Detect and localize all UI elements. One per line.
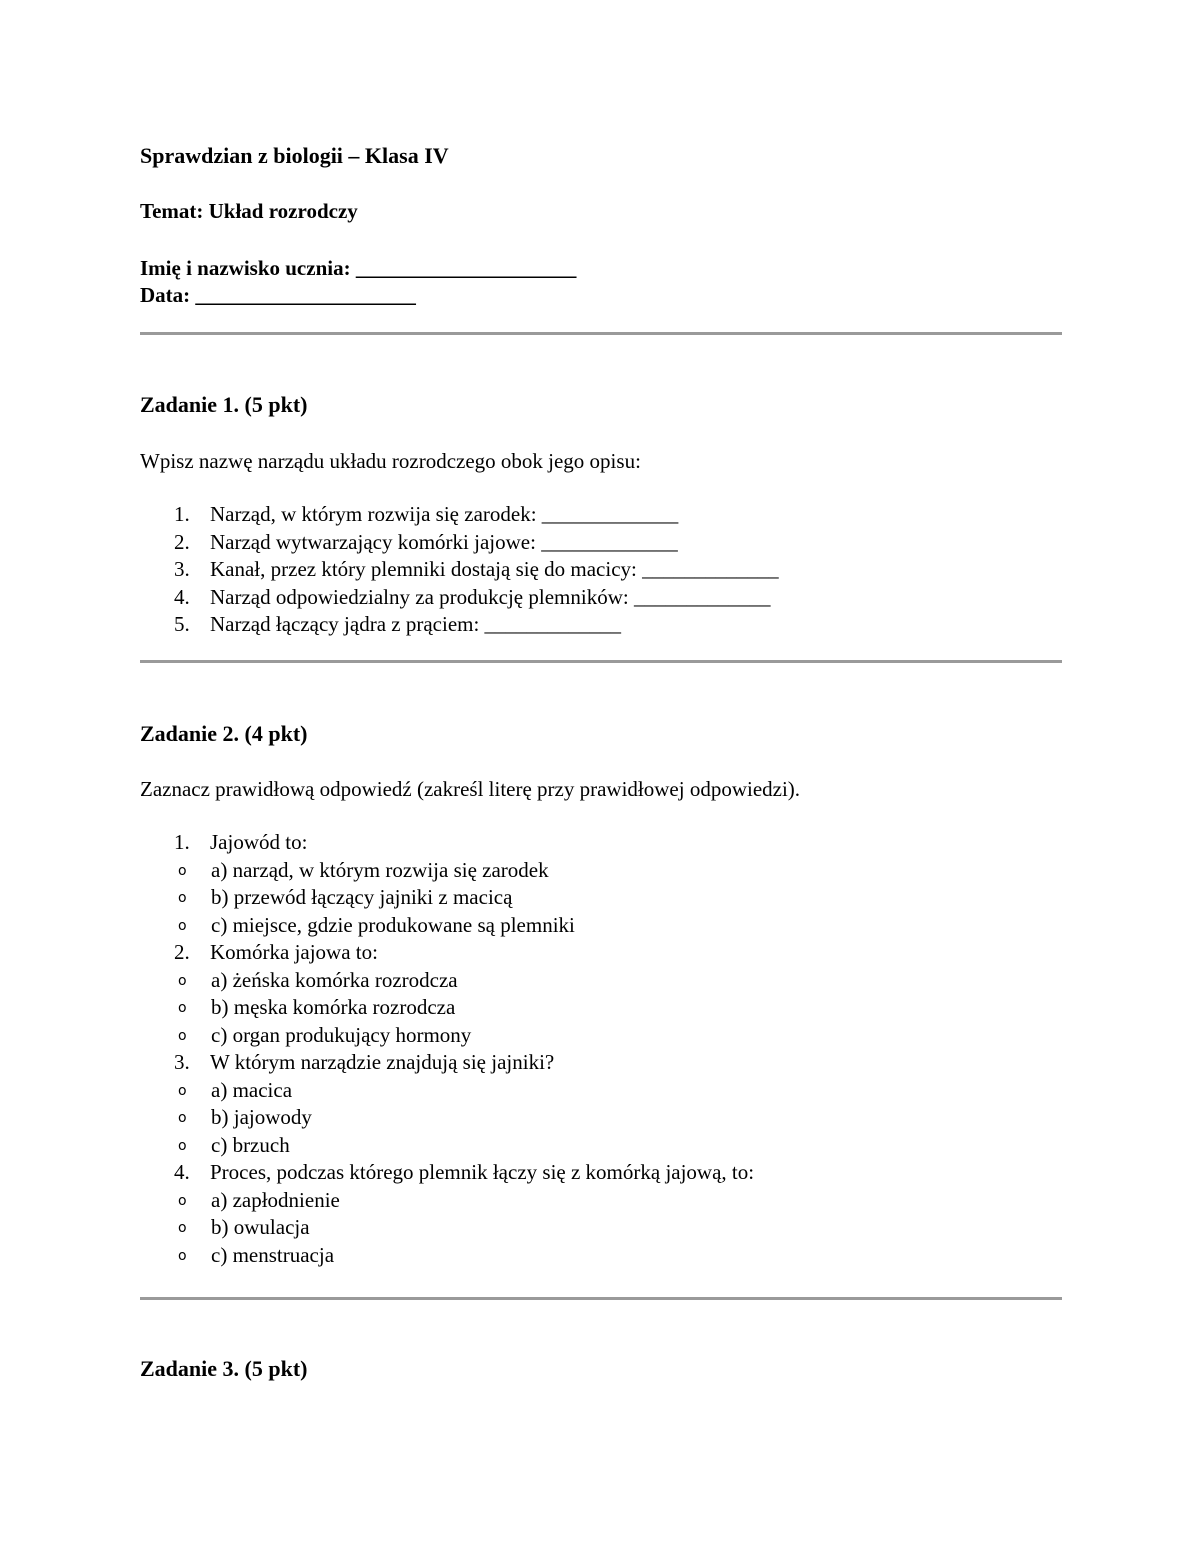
answer-option[interactable] bbox=[140, 857, 1040, 885]
bullet-icon: o bbox=[178, 1247, 187, 1264]
task2-instruction: Zaznacz prawidłową odpowiedź (zakreśl literę przy prawidłowej odpowiedzi). bbox=[140, 777, 801, 801]
list-item bbox=[140, 501, 1040, 529]
answer-option[interactable] bbox=[140, 994, 1040, 1022]
item-number: 4. bbox=[174, 584, 190, 609]
question-text: Komórka jajowa to: bbox=[210, 940, 378, 964]
student-name-label: Imię i nazwisko ucznia: bbox=[140, 256, 351, 280]
option-text: b) męska komórka rozrodcza bbox=[211, 995, 456, 1019]
date-blank[interactable]: _____________________ bbox=[195, 283, 416, 307]
answer-option[interactable] bbox=[140, 1187, 1040, 1215]
task1-heading: Zadanie 1. (5 pkt) bbox=[140, 392, 308, 417]
section-divider bbox=[140, 1297, 1062, 1300]
student-name-blank[interactable]: _____________________ bbox=[355, 256, 577, 280]
option-text: c) miejsce, gdzie produkowane są plemniki bbox=[211, 912, 575, 937]
question-text: W którym narządzie znajdują się jajniki? bbox=[210, 1050, 555, 1074]
bullet-icon: o bbox=[178, 1110, 187, 1126]
option-list bbox=[140, 1077, 1040, 1160]
question-number: 4. bbox=[174, 1160, 190, 1184]
bullet-icon: o bbox=[178, 862, 187, 879]
question-item bbox=[140, 829, 1040, 939]
section-divider bbox=[140, 332, 1062, 335]
bullet-icon: o bbox=[178, 1082, 187, 1099]
list-item bbox=[140, 556, 1040, 584]
item-text[interactable]: Narząd odpowiedzialny za produkcję plemników: _____________ bbox=[210, 584, 771, 609]
option-text: b) jajowody bbox=[211, 1105, 312, 1129]
task1-list bbox=[140, 501, 1040, 639]
answer-option[interactable] bbox=[140, 1104, 1040, 1132]
question-number: 3. bbox=[174, 1050, 190, 1074]
item-text[interactable]: Narząd, w którym rozwija się zarodek: _____________ bbox=[210, 502, 679, 526]
task3-heading: Zadanie 3. (5 pkt) bbox=[140, 1356, 308, 1381]
option-text: c) organ produkujący hormony bbox=[211, 1022, 472, 1047]
option-text: b) przewód łączący jajniki z macicą bbox=[211, 885, 513, 909]
option-text: a) zapłodnienie bbox=[211, 1187, 340, 1212]
bullet-icon: o bbox=[178, 1000, 187, 1016]
answer-option[interactable] bbox=[140, 1214, 1040, 1242]
item-text[interactable]: Narząd wytwarzający komórki jajowe: _____________ bbox=[210, 529, 678, 554]
item-text[interactable]: Narząd łączący jądra z prąciem: _____________ bbox=[210, 612, 622, 636]
question-item bbox=[140, 1049, 1040, 1159]
date-label: Data: bbox=[140, 283, 191, 307]
answer-option[interactable] bbox=[140, 1022, 1040, 1050]
question-number: 2. bbox=[174, 940, 190, 964]
item-number: 5. bbox=[174, 612, 190, 636]
list-item bbox=[140, 584, 1040, 612]
option-text: a) narząd, w którym rozwija się zarodek bbox=[211, 857, 549, 882]
bullet-icon: o bbox=[178, 917, 187, 934]
option-text: c) brzuch bbox=[211, 1132, 290, 1157]
answer-option[interactable] bbox=[140, 967, 1040, 995]
answer-option[interactable] bbox=[140, 1242, 1040, 1270]
item-number: 1. bbox=[174, 502, 190, 526]
answer-option[interactable] bbox=[140, 912, 1040, 940]
topic-line: Temat: Układ rozrodczy bbox=[140, 199, 358, 223]
answer-option[interactable] bbox=[140, 1132, 1040, 1160]
bullet-icon: o bbox=[178, 1137, 187, 1154]
answer-option[interactable] bbox=[140, 884, 1040, 912]
bullet-icon: o bbox=[178, 972, 187, 989]
option-text: b) owulacja bbox=[211, 1215, 310, 1239]
list-item bbox=[140, 611, 1040, 639]
item-text[interactable]: Kanał, przez który plemniki dostają się do macicy: _____________ bbox=[210, 557, 779, 581]
list-item bbox=[140, 529, 1040, 557]
option-list bbox=[140, 857, 1040, 940]
option-list bbox=[140, 967, 1040, 1050]
bullet-icon: o bbox=[178, 890, 187, 906]
option-list bbox=[140, 1187, 1040, 1270]
bullet-icon: o bbox=[178, 1192, 187, 1209]
option-text: a) żeńska komórka rozrodcza bbox=[211, 967, 458, 992]
task1-instruction: Wpisz nazwę narządu układu rozrodczego obok jego opisu: bbox=[140, 449, 641, 473]
option-text: c) menstruacja bbox=[211, 1242, 335, 1267]
question-text: Jajowód to: bbox=[210, 830, 308, 854]
item-number: 2. bbox=[174, 529, 190, 554]
answer-option[interactable] bbox=[140, 1077, 1040, 1105]
task2-list bbox=[140, 829, 1040, 1269]
item-number: 3. bbox=[174, 557, 190, 581]
student-name-line bbox=[140, 254, 576, 282]
question-text: Proces, podczas którego plemnik łączy się z komórką jajową, to: bbox=[210, 1160, 755, 1184]
question-number: 1. bbox=[174, 830, 190, 854]
task2-heading: Zadanie 2. (4 pkt) bbox=[140, 721, 308, 746]
option-text: a) macica bbox=[211, 1077, 293, 1102]
date-line bbox=[140, 281, 416, 309]
bullet-icon: o bbox=[178, 1220, 187, 1236]
question-item bbox=[140, 939, 1040, 1049]
document-title: Sprawdzian z biologii – Klasa IV bbox=[140, 143, 449, 168]
section-divider bbox=[140, 660, 1062, 663]
bullet-icon: o bbox=[178, 1027, 187, 1044]
question-item bbox=[140, 1159, 1040, 1269]
